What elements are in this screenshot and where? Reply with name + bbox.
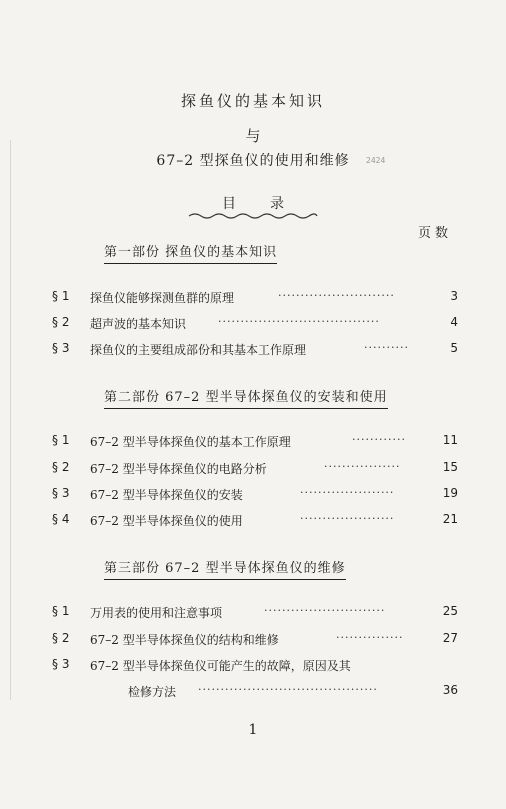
dot-leader: ············	[352, 433, 406, 446]
dot-leader: ·················	[324, 460, 401, 473]
dot-leader: ····································	[218, 315, 380, 328]
entry-title: 67–2 型半导体探鱼仪的电路分析	[90, 462, 267, 476]
section-number: § 2	[52, 460, 70, 474]
toc-entry[interactable]	[52, 315, 460, 333]
toc-entry[interactable]	[52, 512, 460, 530]
page-ref: 19	[442, 486, 458, 500]
section-number: § 2	[52, 315, 70, 329]
section-number: § 3	[52, 486, 70, 500]
entry-title: 67–2 型半导体探鱼仪的基本工作原理	[90, 435, 291, 449]
page-number: 1	[248, 722, 258, 738]
toc-entry[interactable]	[52, 433, 460, 451]
library-stamp: 2424	[366, 156, 386, 165]
section-number: § 1	[52, 289, 70, 303]
pages-column-label: 页数	[418, 226, 453, 241]
page-ref: 4	[450, 315, 458, 329]
page-ref: 3	[450, 289, 458, 303]
toc-entry[interactable]	[52, 657, 460, 675]
page-ref: 5	[450, 341, 458, 355]
dot-leader: ···············	[336, 631, 404, 644]
page-ref: 21	[442, 512, 458, 526]
section-number: § 1	[52, 433, 70, 447]
entry-title: 探鱼仪能够探测鱼群的原理	[90, 291, 235, 305]
part-1-heading: 第一部份 探鱼仪的基本知识	[104, 241, 277, 264]
entry-title: 万用表的使用和注意事项	[90, 606, 223, 620]
section-number: § 4	[52, 512, 70, 526]
dot-leader: ··········	[364, 341, 409, 354]
entry-title: 超声波的基本知识	[90, 317, 187, 331]
title-line-3: 67–2 型探鱼仪的使用和维修	[156, 153, 350, 169]
toc-entry[interactable]	[52, 631, 460, 649]
entry-title: 探鱼仪的主要组成部份和其基本工作原理	[90, 343, 307, 357]
toc-heading: 目录	[222, 196, 318, 212]
entry-title: 检修方法	[128, 685, 177, 699]
part-3-heading: 第三部份 67–2 型半导体探鱼仪的维修	[104, 557, 346, 580]
dot-leader: ········································	[198, 683, 378, 696]
section-number: § 1	[52, 604, 70, 618]
toc-entry-continuation[interactable]	[52, 683, 460, 701]
toc-entry[interactable]	[52, 486, 460, 504]
toc-entry[interactable]	[52, 460, 460, 478]
toc-entry[interactable]	[52, 289, 460, 307]
page-ref: 15	[442, 460, 458, 474]
section-number: § 3	[52, 657, 70, 671]
entry-title: 67–2 型半导体探鱼仪的使用	[90, 514, 243, 528]
page-ref: 27	[442, 631, 458, 645]
scan-margin-line	[10, 140, 11, 700]
entry-title: 67–2 型半导体探鱼仪的结构和维修	[90, 633, 279, 647]
section-number: § 2	[52, 631, 70, 645]
dot-leader: ·····················	[300, 486, 395, 499]
dot-leader: ···························	[264, 604, 386, 617]
toc-entry[interactable]	[52, 604, 460, 622]
toc-entry[interactable]	[52, 341, 460, 359]
page-ref: 25	[442, 604, 458, 618]
title-line-2: 与	[245, 127, 261, 145]
dot-leader: ·····················	[300, 512, 395, 525]
section-number: § 3	[52, 341, 70, 355]
dot-leader: ··························	[278, 289, 395, 302]
page-ref: 11	[442, 433, 458, 447]
entry-title: 67–2 型半导体探鱼仪的安装	[90, 488, 243, 502]
page-ref: 36	[442, 683, 458, 697]
title-line-1: 探鱼仪的基本知识	[180, 92, 325, 110]
entry-title: 67–2 型半导体探鱼仪可能产生的故障，原因及其	[90, 659, 351, 673]
decorative-squiggle-icon	[187, 211, 319, 221]
part-2-heading: 第二部份 67–2 型半导体探鱼仪的安装和使用	[104, 386, 388, 409]
